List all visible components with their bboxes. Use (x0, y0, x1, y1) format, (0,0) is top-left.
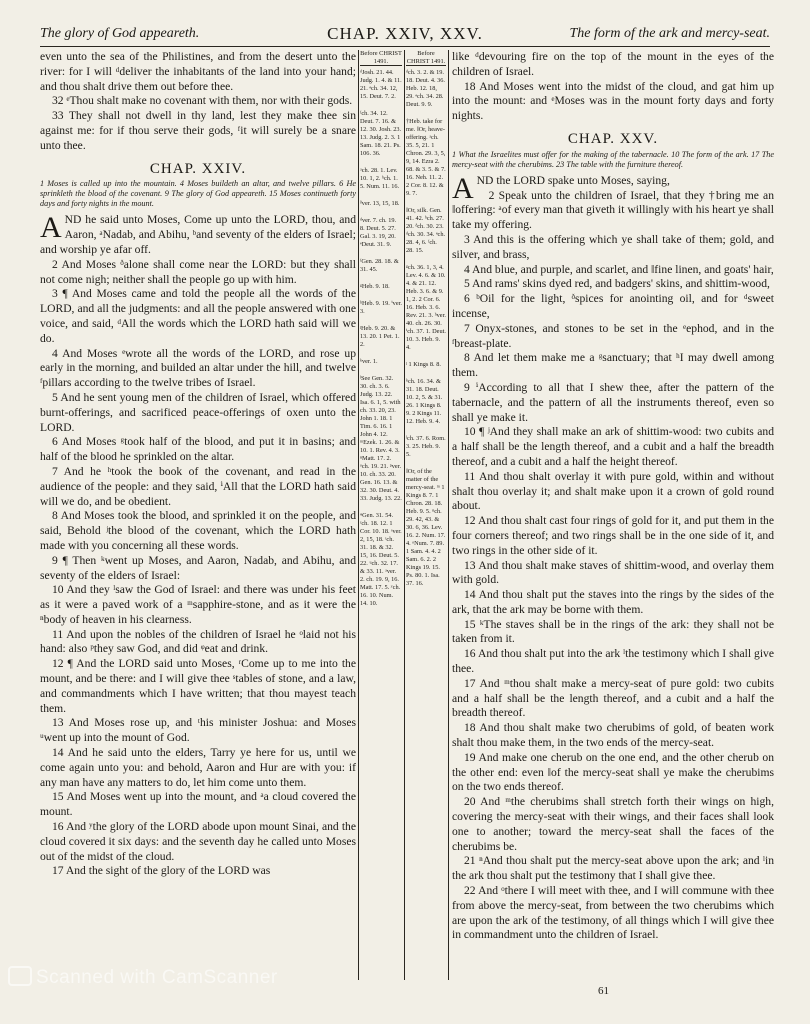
margin-ref: ʲHeb. 9. 20. & 13. 20. 1 Pet. 1. 2. (360, 325, 400, 348)
margin-ref: ᶠch. 34. 12. Deut. 7. 16. & 12. 30. Josh. 23. 13. Judg. 2. 3. 1 Sam. 18. 21. Ps. 106. 36. (360, 110, 402, 157)
verse-text: 15 And Moses went up into the mount, and ᵃa cloud covered the mount. (40, 790, 356, 819)
verse-text: 4 And Moses ᵉwrote all the words of the LORD, and rose up early in the morning, and builded an altar under the hill, and twelve ᶠpillars according to the twelve tribes of Israel. (40, 346, 356, 390)
verse-text: 7 Onyx-stones, and stones to be set in the ᵉephod, and in the ᶠbreast-plate. (452, 321, 774, 350)
margin-header: Before CHRIST 1491. (360, 50, 402, 65)
running-head-chapter: CHAP. XXIV, XXV. (327, 24, 483, 43)
verse-text: 20 And ᵐthe cherubims shall stretch forth their wings on high, covering the mercy-seat with their wings, and their faces shall look one to another; toward the mercy-seat shall the faces of the cherubims be. (452, 795, 774, 853)
watermark-text: Scanned with CamScanner (36, 967, 278, 988)
margin-references-b (406, 50, 446, 980)
column-rule (448, 50, 449, 980)
margin-ref: ʰHeb. 9. 19. ⁱver. 3. (360, 300, 402, 315)
margin-ref: †Heb. take for me. ‖Or, heave-offering. ᵃch. 35. 5, 21. 1 Chron. 29. 3, 5, 9, 14. Ezra 2. 68. & 3. 5. & 7. 16. Neh. 11. 2. 2 Cor. 8. 12. & 9. 7. (406, 118, 446, 197)
verse-text: 9 ⁱAccording to all that I shew thee, after the pattern of the tabernacle, and the pattern of all the instruments thereof, even so shall ye make it. (452, 380, 774, 424)
margin-ref: ˡSee Gen. 32. 30. ch. 3. 6. Judg. 13. 22. Isa. 6. 1, 5. with ch. 33. 20, 23. John 1. 18. 1 Tim. 6. 16. 1 John 4. 12. ᵐEzek. 1. 26. & 10. 1. Rev. 4. 3. ⁿMatt. 17. 2. ᵒch. 19. 21. ᵖver. 10. ch. 33. 20. Gen. 16. 13. & 32. 30. Deut. 4. 33. Judg. 13. 22. (360, 375, 402, 502)
margin-header: Before CHRIST 1491. (406, 50, 446, 65)
verse-text: 33 They shall not dwell in thy land, lest they make thee sin against me: for if thou serve their gods, ᶠit will surely be a snare unto thee. (40, 109, 356, 152)
verse-text: 5 And rams' skins dyed red, and badgers' skins, and shittim-wood, (464, 277, 770, 291)
margin-ref: ˡch. 37. 6. Rom. 3. 25. Heb. 9. 5. (406, 435, 446, 458)
verse-text: 18 And thou shalt make two cherubims of gold, of beaten work shalt thou make them, in the two ends of the mercy-seat. (452, 721, 774, 750)
verse-text: 8 And Moses took the blood, and sprinkled it on the people, and said, Behold ʲthe blood of the covenant, which the LORD hath made with you concerning all these words. (40, 509, 356, 552)
verse-text: ND the LORD spake unto Moses, saying, (476, 173, 670, 187)
margin-ref: ᵍch. 36. 1, 3, 4. Lev. 4. 6. & 10. 4. & 21. 12. Heb. 3. 6. & 9. 1, 2. 2 Cor. 6. 16. Heb. 3. 6. Rev. 21. 3. ʰver. 40. ch. 26. 30. ⁱch. 37. 1. Deut. 10. 3. Heb. 9. 4. (406, 264, 446, 351)
verse-text: 10 ¶ ʲAnd they shall make an ark of shittim-wood: two cubits and a half shall be the length thereof, and a cubit and a half the breadth thereof, and a cubit and a half the height thereof. (452, 425, 774, 468)
margin-ref: ᵍHeb. 9. 18. (360, 283, 390, 290)
margin-ref: ᶠGen. 28. 18. & 31. 45. (360, 258, 399, 273)
chapter-heading: CHAP. XXV. (567, 130, 659, 147)
margin-ref: ‖Or, silk. Gen. 41. 42. ᵇch. 27. 20. ᶞch. 30. 23. ᵈch. 30. 34. ᵉch. 28. 4, 6. ᶠch. 28. 15. (406, 207, 446, 254)
verse-text: 32 ᵉThou shalt make no covenant with them, nor with their gods. (52, 94, 353, 108)
chapter-summary: 1 Moses is called up into the mountain. 4 Moses buildeth an altar, and twelve pillars. 6 He sprinkleth the blood of the covenant. 9 The glory of God appeareth. 15 Moses continueth forty days and forty nights in the mount. (40, 179, 356, 209)
verse-text: even unto the sea of the Philistines, and from the desert unto the river: for I will ᵈdeliver the inhabitants of the land into your hand; and thou shalt drive them out before thee. (40, 50, 356, 93)
margin-references-a (360, 50, 402, 980)
verse-text: 13 And thou shalt make staves of shittim-wood, and overlay them with gold. (452, 558, 774, 587)
verse-text: like ᵈdevouring fire on the top of the mount in the eyes of the children of Israel. (452, 50, 774, 78)
verse-text: 6 And Moses ᵍtook half of the blood, and put it in basins; and half of the blood he sprinkled on the altar. (40, 435, 356, 464)
verse-one (40, 213, 356, 257)
margin-ref: ᵈJosh. 21. 44. Judg. 1. 4. & 11. 21. ᵉch. 34. 12, 15. Deut. 7. 2. (360, 69, 402, 100)
chapter-summary: 1 What the Israelites must offer for the making of the tabernacle. 10 The form of the ark. 17 The mercy-seat with the cherubims. 23 The table with the furniture thereof. (452, 149, 774, 169)
verse-one (452, 171, 774, 205)
margin-ref: ᵠGen. 31. 54. ʳch. 18. 12. 1 Cor. 10. 18. ˢver. 2, 15, 18. ᵗch. 31. 18. & 32. 15, 16. Deut. 5. 22. ᵘch. 32. 17. & 33. 11. ᵃver. 2. ch. 19. 9, 16. Matt. 17. 5. ʸch. 16. 10. Num. 14. 10. (360, 512, 402, 607)
margin-ref: ʲ 1 Kings 8. 8. (406, 361, 441, 368)
running-head (40, 26, 770, 46)
verse-text: 17 And the sight of the glory of the LORD was (52, 864, 271, 878)
verse-text: 2 Speak unto the children of Israel, that they †bring me an ‖offering: ᵃof every man that giveth it willingly with his heart ye shall take my offering. (452, 188, 774, 232)
left-text-column (40, 50, 356, 879)
verse-text: 18 And Moses went into the midst of the cloud, and gat him up into the mount: and ᵉMoses was in the mount forty days and forty nights. (452, 79, 774, 123)
column-rule (404, 50, 405, 980)
verse-text: 13 And Moses rose up, and ᵗhis minister Joshua: and Moses ᵘwent up into the mount of God. (40, 716, 356, 745)
verse-text: 16 And ʸthe glory of the LORD abode upon mount Sinai, and the cloud covered it six days: and the seventh day he called unto Moses out of the midst of the cloud. (40, 820, 356, 863)
verse-text: 6 ᵇOil for the light, ᶞspices for anointing oil, and for ᵈsweet incense, (452, 292, 774, 320)
verse-text: 3 ¶ And Moses came and told the people all the words of the LORD, and all the judgments: and all the people answered with one voice, and said, ᵈAll the words which the LORD hath said will we do. (40, 287, 356, 345)
header-rule (40, 46, 770, 47)
margin-ref: ᶞver. 13, 15, 18. (360, 200, 400, 207)
margin-ref: ‖Or, of the matter of the mercy-seat. ᵐ 1 Kings 8. 7. 1 Chron. 28. 18. Heb. 9. 5. ⁿch. 29. 42, 43. & 30. 6, 36. Lev. 16. 2. Num. 17. 4. ᵒNum. 7. 89. 1 Sam. 4. 4. 2 Sam. 6. 2. 2 Kings 19. 15. Ps. 80. 1. Isa. 37. 16. (406, 468, 446, 587)
verse-text: 2 And Moses ᶞalone shall come near the LORD: but they shall not come nigh; neither shall the people go up with him. (40, 257, 356, 286)
verse-text: 17 And ᵐthou shalt make a mercy-seat of pure gold: two cubits and a half shall be the length thereof, and a cubit and a half the breadth thereof. (452, 676, 774, 720)
margin-ref: ᵏver. 1. (360, 358, 378, 365)
verse-text: 16 And thou shalt put into the ark ˡthe testimony which I shall give thee. (452, 647, 774, 676)
running-head-left: The glory of God appeareth. (40, 26, 200, 41)
scanner-watermark (8, 966, 278, 989)
verse-text: 3 And this is the offering which ye shall take of them; gold, and silver, and brass, (452, 232, 774, 261)
verse-text: 11 And upon the nobles of the children of Israel he ᵒlaid not his hand: also ᵖthey saw God, and did ᵠeat and drink. (40, 627, 356, 656)
verse-text: ND he said unto Moses, Come up unto the LORD, thou, and Aaron, ᵃNadab, and Abihu, ᵇand seventy of the elders of Israel; and worship ye afar off. (40, 213, 356, 256)
verse-text: 12 And thou shalt cast four rings of gold for it, and put them in the four corners thereof; and two rings shall be in the one side of it, and two rings in the other side of it. (452, 514, 774, 557)
verse-text: 12 ¶ And the LORD said unto Moses, ʳCome up to me into the mount, and be there: and I will give thee ˢtables of stone, and a law, and commandments which I have written; that thou mayest teach them. (40, 657, 356, 715)
verse-text: 5 And he sent young men of the children of Israel, which offered burnt-offerings, and sacrificed peace-offerings of oxen unto the LORD. (40, 390, 356, 434)
margin-ref: ᵃch. 28. 1. Lev. 10. 1, 2. ᵇch. 1. 5. Num. 11. 16. (360, 167, 400, 190)
verse-text: 21 ⁿAnd thou shalt put the mercy-seat above upon the ark; and ˡin the ark thou shalt put the testimony that I shall give thee. (452, 854, 774, 883)
margin-ref: ᵈch. 3. 2. & 19. 18. Deut. 4. 36. Heb. 12. 18, 29. ᵉch. 34. 28. Deut. 9. 9. (406, 69, 446, 108)
verse-text: 11 And thou shalt overlay it with pure gold, within and without shalt thou overlay it; and shalt make upon it a crown of gold round about. (452, 469, 774, 513)
right-text-column (452, 50, 774, 943)
verse-text: 14 And thou shalt put the staves into the rings by the sides of the ark, that the ark may be borne with them. (452, 588, 774, 616)
column-rule (358, 50, 359, 980)
chapter-heading: CHAP. XXIV. (149, 160, 247, 177)
running-head-right: The form of the ark and mercy-seat. (569, 26, 770, 41)
verse-text: 8 And let them make me a ᵍsanctuary; that ʰI may dwell among them. (452, 351, 774, 380)
page-number: 61 (598, 985, 609, 997)
verse-text: 22 And ᵒthere I will meet with thee, and I will commune with thee from above the mercy-seat, from between the two cherubims which are upon the ark of the testimony, of all things which I will give thee in commandment unto the children of Israel. (452, 884, 774, 942)
verse-text: 15 ᵏThe staves shall be in the rings of the ark: they shall not be taken from it. (452, 617, 774, 646)
verse-text: 9 ¶ Then ᵏwent up Moses, and Aaron, Nadab, and Abihu, and seventy of the elders of Israel: (40, 553, 356, 582)
verse-text: 7 And he ʰtook the book of the covenant, and read in the audience of the people: and they said, ⁱAll that the LORD hath said will we do, and be obedient. (40, 464, 356, 508)
verse-text: 10 And they ˡsaw the God of Israel: and there was under his feet as it were a paved work of a ᵐsapphire-stone, and as it were the ⁿbody of heaven in his clearness. (40, 583, 356, 626)
camscanner-logo-icon (8, 966, 32, 986)
margin-ref: ᵏch. 16. 34. & 31. 18. Deut. 10. 2, 5. & 31. 26. 1 Kings 8. 9. 2 Kings 11. 12. Heb. 9. 4. (406, 378, 443, 425)
verse-text: 19 And make one cherub on the one end, and the other cherub on the other end: even ‖of the mercy-seat shall ye make the cherubims on the two ends thereof. (452, 750, 774, 794)
drop-cap: A (452, 171, 474, 205)
margin-ref: ᵈver. 7. ch. 19. 8. Deut. 5. 27. Gal. 3. 19, 20. ᵉDeut. 31. 9. (360, 217, 397, 248)
verse-text: 14 And he said unto the elders, Tarry ye here for us, until we come again unto you: and behold, Aaron and Hur are with you: if any man have any matters to do, let him come unto them. (40, 746, 356, 789)
verse-text: 4 And blue, and purple, and scarlet, and ‖fine linen, and goats' hair, (464, 262, 774, 276)
drop-cap: A (40, 211, 62, 245)
